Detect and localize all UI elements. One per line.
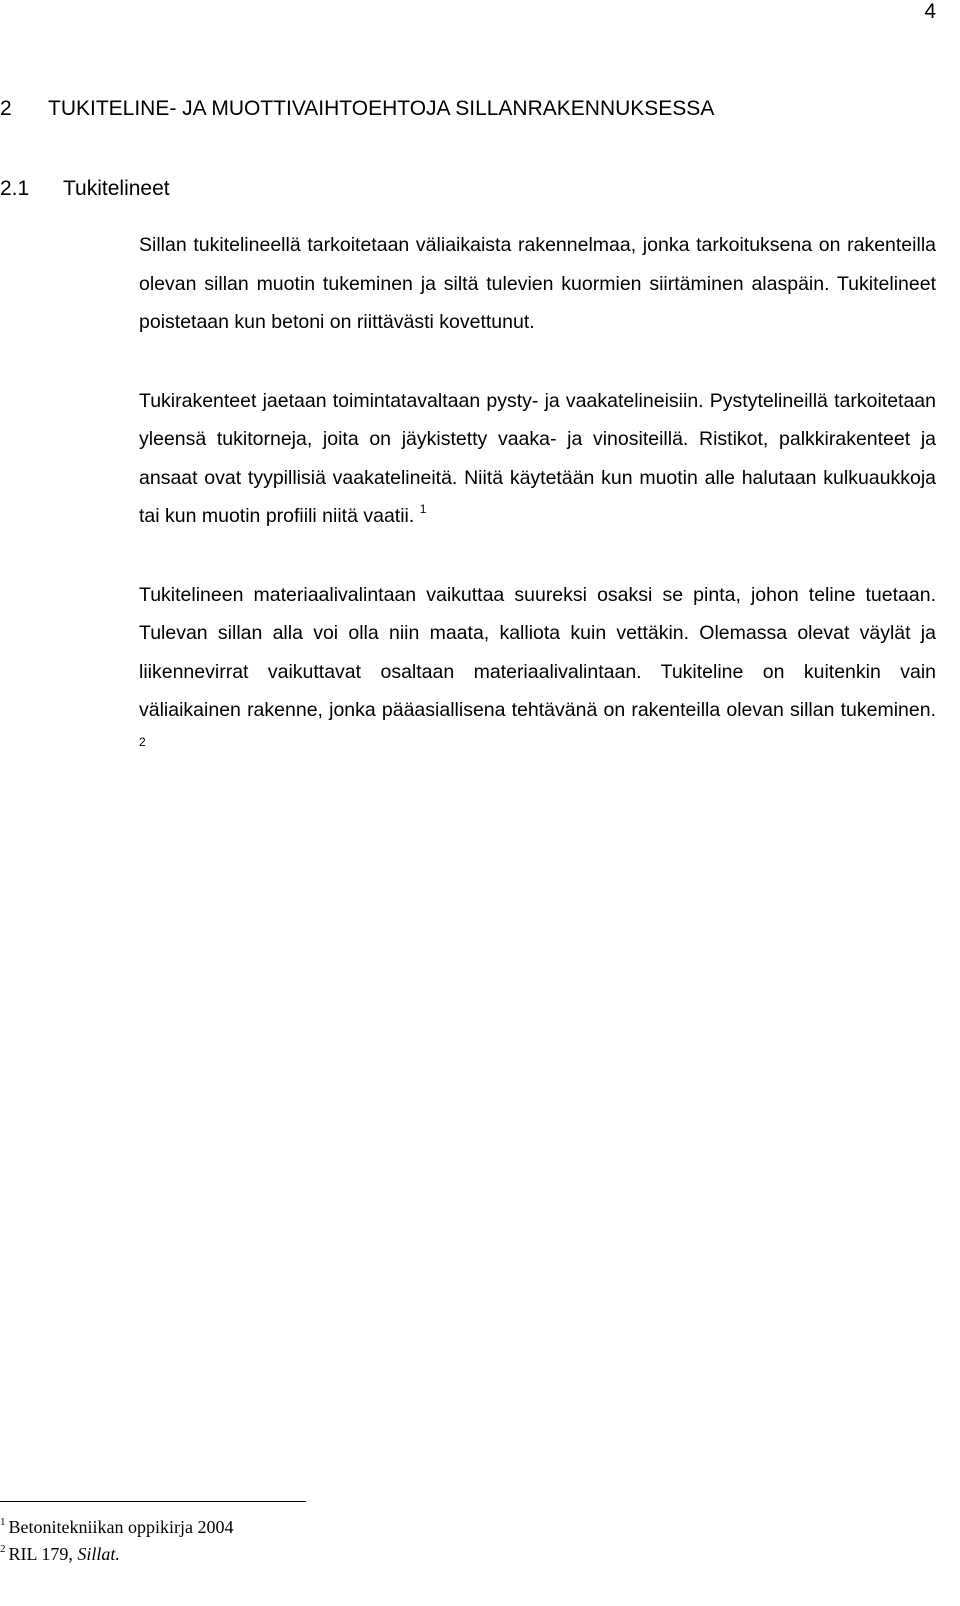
footnotes <box>0 1514 233 1568</box>
paragraph-text: Sillan tukitelineellä tarkoitetaan väliaikaista rakennelmaa, jonka tarkoituksena on rakenteilla olevan sillan muotin tukeminen ja siltä tulevien kuormien siirtäminen alaspäin. Tukitelineet poistetaan kun betoni on riittävästi kovettunut. <box>139 234 936 333</box>
footnote-mark: 1 <box>0 1516 6 1528</box>
body-text <box>139 226 936 808</box>
paragraph <box>139 226 936 342</box>
section-heading <box>0 176 170 202</box>
paragraph-text: Tukirakenteet jaetaan toimintatavaltaan pysty- ja vaakatelineisiin. Pystytelineillä tarkoitetaan yleensä tukitorneja, joita on jäykistetty vaaka- ja vinositeillä. Ristikot, palkkirakenteet ja ansaat ovat tyypillisiä vaakatelineitä. Niitä käytetään kun muotin alle halutaan kulkuaukkoja tai kun muotin profiili niitä vaatii. <box>139 389 936 527</box>
chapter-heading <box>0 96 714 122</box>
chapter-title: TUKITELINE- JA MUOTTIVAIHTOEHTOJA SILLANRAKENNUKSESSA <box>48 97 715 120</box>
section-title: Tukitelineet <box>63 177 170 200</box>
section-number: 2.1 <box>0 177 30 200</box>
chapter-number: 2 <box>0 97 12 120</box>
footnote-title: Sillat. <box>77 1544 120 1564</box>
page-number: 4 <box>924 0 936 23</box>
paragraph-text: Tukitelineen materiaalivalintaan vaikuttaa suureksi osaksi se pinta, johon teline tuetaan. Tulevan sillan alla voi olla niin maata, kalliota kuin vettäkin. Olemassa olevat väylät ja liikennevirrat vaikuttavat osaltaan materiaalivalintaan. Tukiteline on kuitenkin vain väliaikainen rakenne, jonka pääasiallisena tehtävänä on rakenteilla olevan sillan tukeminen. <box>139 583 936 721</box>
footnote-reference: 2 <box>139 734 146 749</box>
footnote <box>0 1514 233 1541</box>
footnote-separator <box>0 1501 306 1502</box>
footnote-reference: 1 <box>419 502 427 516</box>
footnote-text: RIL 179, <box>8 1544 78 1564</box>
footnote <box>0 1541 233 1568</box>
footnote-text: Betonitekniikan oppikirja 2004 <box>8 1517 234 1537</box>
paragraph <box>139 576 936 769</box>
paragraph <box>139 382 936 536</box>
footnote-mark: 2 <box>0 1543 6 1555</box>
